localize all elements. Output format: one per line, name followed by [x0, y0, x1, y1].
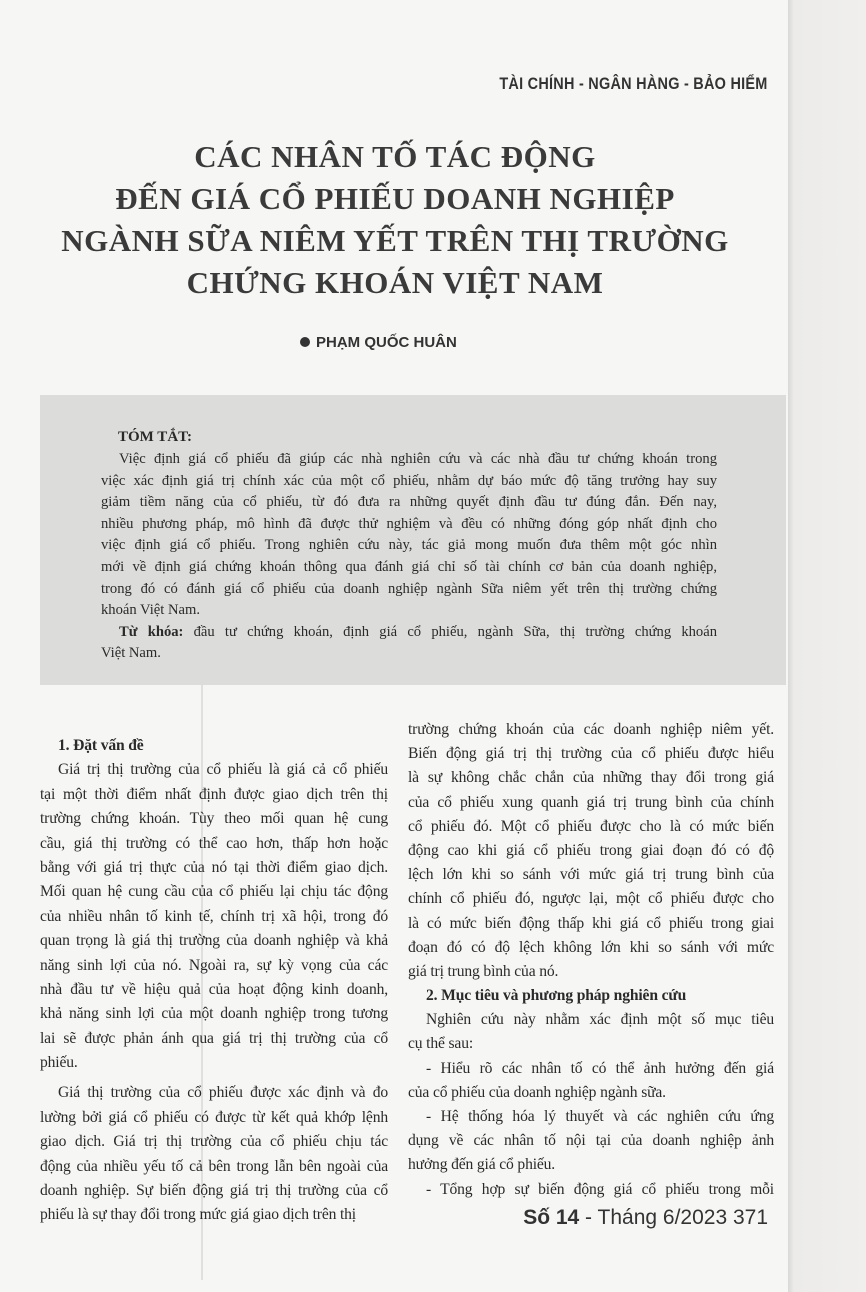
text-line: của nhiều nhân tố kinh tế, chính trị xã hội, trong đó [40, 907, 388, 925]
title-line: CÁC NHÂN TỐ TÁC ĐỘNG [194, 139, 596, 174]
text-line: trường chứng khoán. Tùy theo mối quan hệ cung [40, 810, 388, 828]
text-line: Giá thị trường của cổ phiếu được xác định và đo [58, 1084, 388, 1102]
issue-date: Tháng 6/2023 [597, 1206, 728, 1229]
right-column [408, 718, 774, 1202]
paragraph [408, 1057, 774, 1105]
keywords-line [101, 622, 717, 644]
text-line: phiếu. [40, 1054, 78, 1072]
abstract-line: nhiều phương pháp, mô hình đã được thử nghiệm và đều có những đóng góp nhất định cho [101, 515, 717, 532]
text-line: động cao khi giá cổ phiếu trong giai đoạn đó có độ [408, 841, 774, 859]
paragraph [408, 1105, 774, 1178]
paragraph [408, 718, 774, 984]
author-byline [300, 334, 457, 351]
text-line: năng sinh lợi của nó. Ngoài ra, sự kỳ vọng của các [40, 956, 388, 974]
issue-number: Số 14 [523, 1206, 580, 1229]
text-line: - Tổng hợp sự biến động giá cổ phiếu trong mỗi [426, 1180, 774, 1198]
paragraph [40, 758, 388, 1075]
text-line: lai sẽ được phản ánh qua giá trị thị trường của cổ [40, 1029, 388, 1047]
bullet-dot-icon [300, 337, 310, 347]
abstract-heading: TÓM TẮT: [118, 429, 193, 445]
text-line: Biến động giá trị thị trường của cổ phiếu được hiểu [408, 745, 774, 763]
page-number: 371 [727, 1206, 768, 1229]
text-line: Nghiên cứu này nhằm xác định một số mục tiêu [426, 1011, 774, 1029]
text-line: nhà đầu tư về hiệu quả của hoạt động kinh doanh, [40, 980, 388, 998]
text-line: giá trị trung bình của nó. [408, 962, 559, 980]
text-line: của cổ phiếu xung quanh giá trị trung bình của chính [408, 793, 774, 811]
text-line: Mối quan hệ cung cầu của cổ phiếu lại chịu tác động [40, 883, 388, 901]
keywords-line: Việt Nam. [101, 645, 161, 662]
text-line: là có mức biến động thấp khi giá cổ phiếu trong giai [408, 914, 774, 932]
author-name: PHẠM QUỐC HUÂN [316, 334, 457, 351]
text-line: dụng về các nhân tố nội tại của doanh nghiệp ảnh [408, 1132, 774, 1150]
text-line: doanh nghiệp. Sự biến động giá trị thị trường của cổ [40, 1182, 388, 1200]
text-line: cầu, giá thị trường có thể cao hơn, thấp hơn hoặc [40, 834, 388, 852]
article-title [0, 136, 790, 304]
title-line: NGÀNH SỮA NIÊM YẾT TRÊN THỊ TRƯỜNG [61, 223, 729, 258]
text-line: - Hệ thống hóa lý thuyết và các nghiên cứu ứng [426, 1108, 774, 1126]
footer-separator: - [579, 1206, 598, 1229]
text-line: tại một thời điểm nhất định được giao dịch trên thị [40, 785, 388, 803]
text-line: động của nhiều yếu tố cả bên trong lẫn bên ngoài của [40, 1157, 388, 1175]
keywords-label: Từ khóa: [119, 623, 184, 640]
section-header: TÀI CHÍNH - NGÂN HÀNG - BẢO HIỂM [499, 74, 768, 93]
abstract-line: Việc định giá cổ phiếu đã giúp các nhà nghiên cứu và các nhà đầu tư chứng khoán trong [119, 451, 717, 467]
text-line: khả năng sinh lợi của một doanh nghiệp trong tương [40, 1005, 388, 1023]
text-line: Giá trị thị trường của cổ phiếu là giá cả cổ phiếu [58, 761, 388, 779]
text-line: giao dịch. Giá trị thị trường của cổ phiếu chịu tác [40, 1133, 388, 1151]
paragraph [408, 1008, 774, 1056]
text-line: lường bởi giá cổ phiếu có được từ kết quả khớp lệnh [40, 1108, 388, 1126]
text-line: - Hiểu rõ các nhân tố có thể ảnh hưởng đến giá [426, 1059, 774, 1077]
abstract-line: mới về định giá chứng khoán thông qua đánh giá chỉ số tài chính cơ bản của doanh nghiệp, [101, 558, 717, 575]
text-line: phiếu là sự thay đổi trong mức giá giao dịch trên thị [40, 1206, 356, 1224]
keywords-text: đầu tư chứng khoán, định giá cổ phiếu, ngành Sữa, thị trường chứng khoán [183, 623, 718, 640]
text-line: quan trọng là giá thị trường của doanh nghiệp và khả [40, 932, 388, 950]
abstract-line: khoán Việt Nam. [101, 602, 200, 619]
text-line: lệch lớn khi so sánh với mức giá trị trung bình của [408, 866, 774, 884]
abstract-line: trong đó có đánh giá cổ phiếu của doanh nghiệp ngành Sữa niêm yết trên thị trường chứng [101, 580, 717, 597]
section-heading: 1. Đặt vấn đề [58, 737, 144, 754]
text-line: cụ thể sau: [408, 1035, 474, 1053]
text-line: trường chứng khoán của các doanh nghiệp niêm yết. [408, 721, 774, 738]
paragraph [408, 1178, 774, 1202]
left-column [40, 734, 388, 1228]
scan-edge-strip [788, 0, 866, 1292]
text-line: là sự không chắc chắn của những thay đổi trong giá [408, 769, 774, 787]
abstract-line: việc xác định giá trị chính xác của một cổ phiếu, nhằm dự báo mức độ tăng trưởng hay suy [101, 472, 717, 489]
text-line: chính cổ phiếu đó, ngược lại, một cổ phiếu được cho [408, 890, 774, 908]
text-line: hưởng đến giá cổ phiếu. [408, 1156, 556, 1174]
paragraph [40, 1081, 388, 1227]
title-line: ĐẾN GIÁ CỔ PHIẾU DOANH NGHIỆP [115, 181, 675, 216]
text-line: cổ phiếu đó. Một cổ phiếu được cho là có mức biến [408, 817, 774, 835]
text-line: của cổ phiếu của doanh nghiệp ngành sữa. [408, 1083, 666, 1101]
abstract-line: giảm tiềm năng của cổ phiếu, từ đó đưa ra những quyết định đầu tư đúng đắn. Đến nay, [101, 494, 717, 511]
text-line: bằng với giá trị thực của nó tại thời điểm giao dịch. [40, 858, 388, 876]
title-line: CHỨNG KHOÁN VIỆT NAM [186, 265, 604, 300]
text-line: đoạn đó có độ lệch không lớn khi so sánh với mức [408, 938, 774, 956]
abstract-line: việc định giá cổ phiếu. Trong nghiên cứu này, tác giả mong muốn đưa thêm một góc nhìn [101, 537, 717, 554]
abstract-body [101, 449, 717, 665]
page-footer [523, 1205, 768, 1231]
section-heading: 2. Mục tiêu và phương pháp nghiên cứu [426, 987, 687, 1005]
